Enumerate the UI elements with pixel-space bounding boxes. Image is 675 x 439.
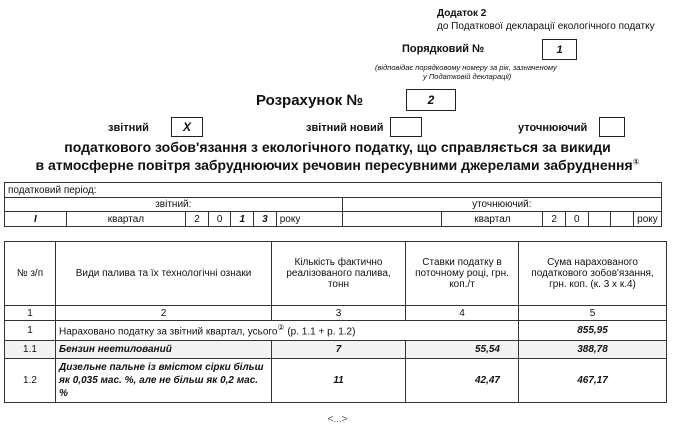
period-table	[4, 182, 662, 227]
reporting-year-word: року	[276, 212, 342, 227]
table-row	[5, 341, 667, 359]
table-row	[5, 359, 667, 403]
clarifying-year-digit[interactable]: 2	[543, 212, 566, 227]
period-reporting-label: звітний:	[5, 198, 343, 212]
fuel-type-cell: Дизельне пальне із вмістом сірки більш як 0,035 мас. %, але не більш як 0,2 мас. %	[56, 359, 272, 403]
header-row-number: № з/п	[5, 242, 56, 306]
clarifying-checkbox[interactable]	[599, 117, 625, 137]
reporting-year-digit[interactable]: 1	[231, 212, 254, 227]
row-number: 1	[5, 321, 56, 341]
reporting-year-digit[interactable]: 2	[186, 212, 209, 227]
column-number: 3	[272, 306, 406, 321]
reporting-quarter-number[interactable]: I	[5, 212, 67, 227]
header-fuel-quantity: Кількість фактично реалізованого палива, тонн	[272, 242, 406, 306]
reporting-quarter-word: квартал	[66, 212, 185, 227]
tax-sum-cell[interactable]: 467,17	[519, 359, 667, 403]
period-clarifying-label: уточнюючий:	[342, 198, 661, 212]
appendix-title: Додаток 2	[437, 8, 487, 19]
clarifying-quarter-word: квартал	[442, 212, 543, 227]
clarifying-year-digit[interactable]: 0	[566, 212, 589, 227]
tax-sum-cell[interactable]: 388,78	[519, 341, 667, 359]
column-number: 4	[406, 306, 519, 321]
clarifying-label: уточнюючий	[518, 122, 588, 134]
header-tax-sum: Сума нарахованого податкового зобов'язання, грн. коп. (к. 3 х к.4)	[519, 242, 667, 306]
column-number: 2	[56, 306, 272, 321]
total-row-description	[56, 321, 519, 341]
tax-rate-cell[interactable]: 42,47	[406, 359, 519, 403]
period-header: податковий період:	[5, 183, 662, 198]
appendix-subtitle: до Податкової декларації екологічного податку	[437, 21, 655, 32]
row-number: 1.1	[5, 341, 56, 359]
ordinal-value-field[interactable]: 1	[542, 39, 577, 60]
reporting-label: звітний	[108, 122, 149, 134]
table-row-total	[5, 321, 667, 341]
clarifying-year-digit[interactable]	[611, 212, 634, 227]
reporting-checkbox[interactable]: X	[171, 117, 203, 137]
clarifying-quarter-number[interactable]	[342, 212, 442, 227]
reporting-year-digit[interactable]: 0	[208, 212, 231, 227]
tax-rate-cell[interactable]: 55,54	[406, 341, 519, 359]
fuel-quantity-cell[interactable]: 11	[272, 359, 406, 403]
row-number: 1.2	[5, 359, 56, 403]
ordinal-note-2: у Податковій декларації)	[423, 72, 512, 81]
total-sum-cell[interactable]: 855,95	[519, 321, 667, 341]
clarifying-year-digit[interactable]	[588, 212, 611, 227]
ordinal-note-1: (відповідає порядковому номеру за рік, зазначеному	[375, 63, 557, 72]
title-note-mark: ①	[632, 157, 640, 167]
tax-calculation-table	[4, 241, 667, 403]
total-row-reference: (р. 1.1 + р. 1.2)	[284, 326, 356, 338]
reporting-year-digit[interactable]: 3	[254, 212, 277, 227]
header-fuel-type: Види палива та їх технологічні ознаки	[56, 242, 272, 306]
document-title-line-2-text: в атмосферне повітря забруднюючих речовин пересувними джерелами забруднення	[35, 157, 633, 173]
calc-number-field[interactable]: 2	[406, 89, 456, 111]
new-reporting-label: звітний новий	[306, 122, 384, 134]
document-title-line-2	[0, 157, 675, 173]
header-tax-rate: Ставки податку в поточному році, грн. коп./т	[406, 242, 519, 306]
ellipsis-marker: <...>	[327, 414, 348, 425]
total-row-note-mark: ②	[277, 323, 285, 333]
document-title-line-1: податкового зобов'язання з екологічного податку, що справляється за викиди	[64, 139, 611, 155]
clarifying-year-word: року	[633, 212, 661, 227]
column-number: 5	[519, 306, 667, 321]
fuel-quantity-cell[interactable]: 7	[272, 341, 406, 359]
fuel-type-cell: Бензин неетилований	[56, 341, 272, 359]
total-row-text: Нараховано податку за звітний квартал, усього	[59, 326, 278, 338]
column-number: 1	[5, 306, 56, 321]
ordinal-label: Порядковий №	[402, 43, 485, 55]
calc-label: Розрахунок №	[256, 92, 364, 109]
new-reporting-checkbox[interactable]	[390, 117, 422, 137]
